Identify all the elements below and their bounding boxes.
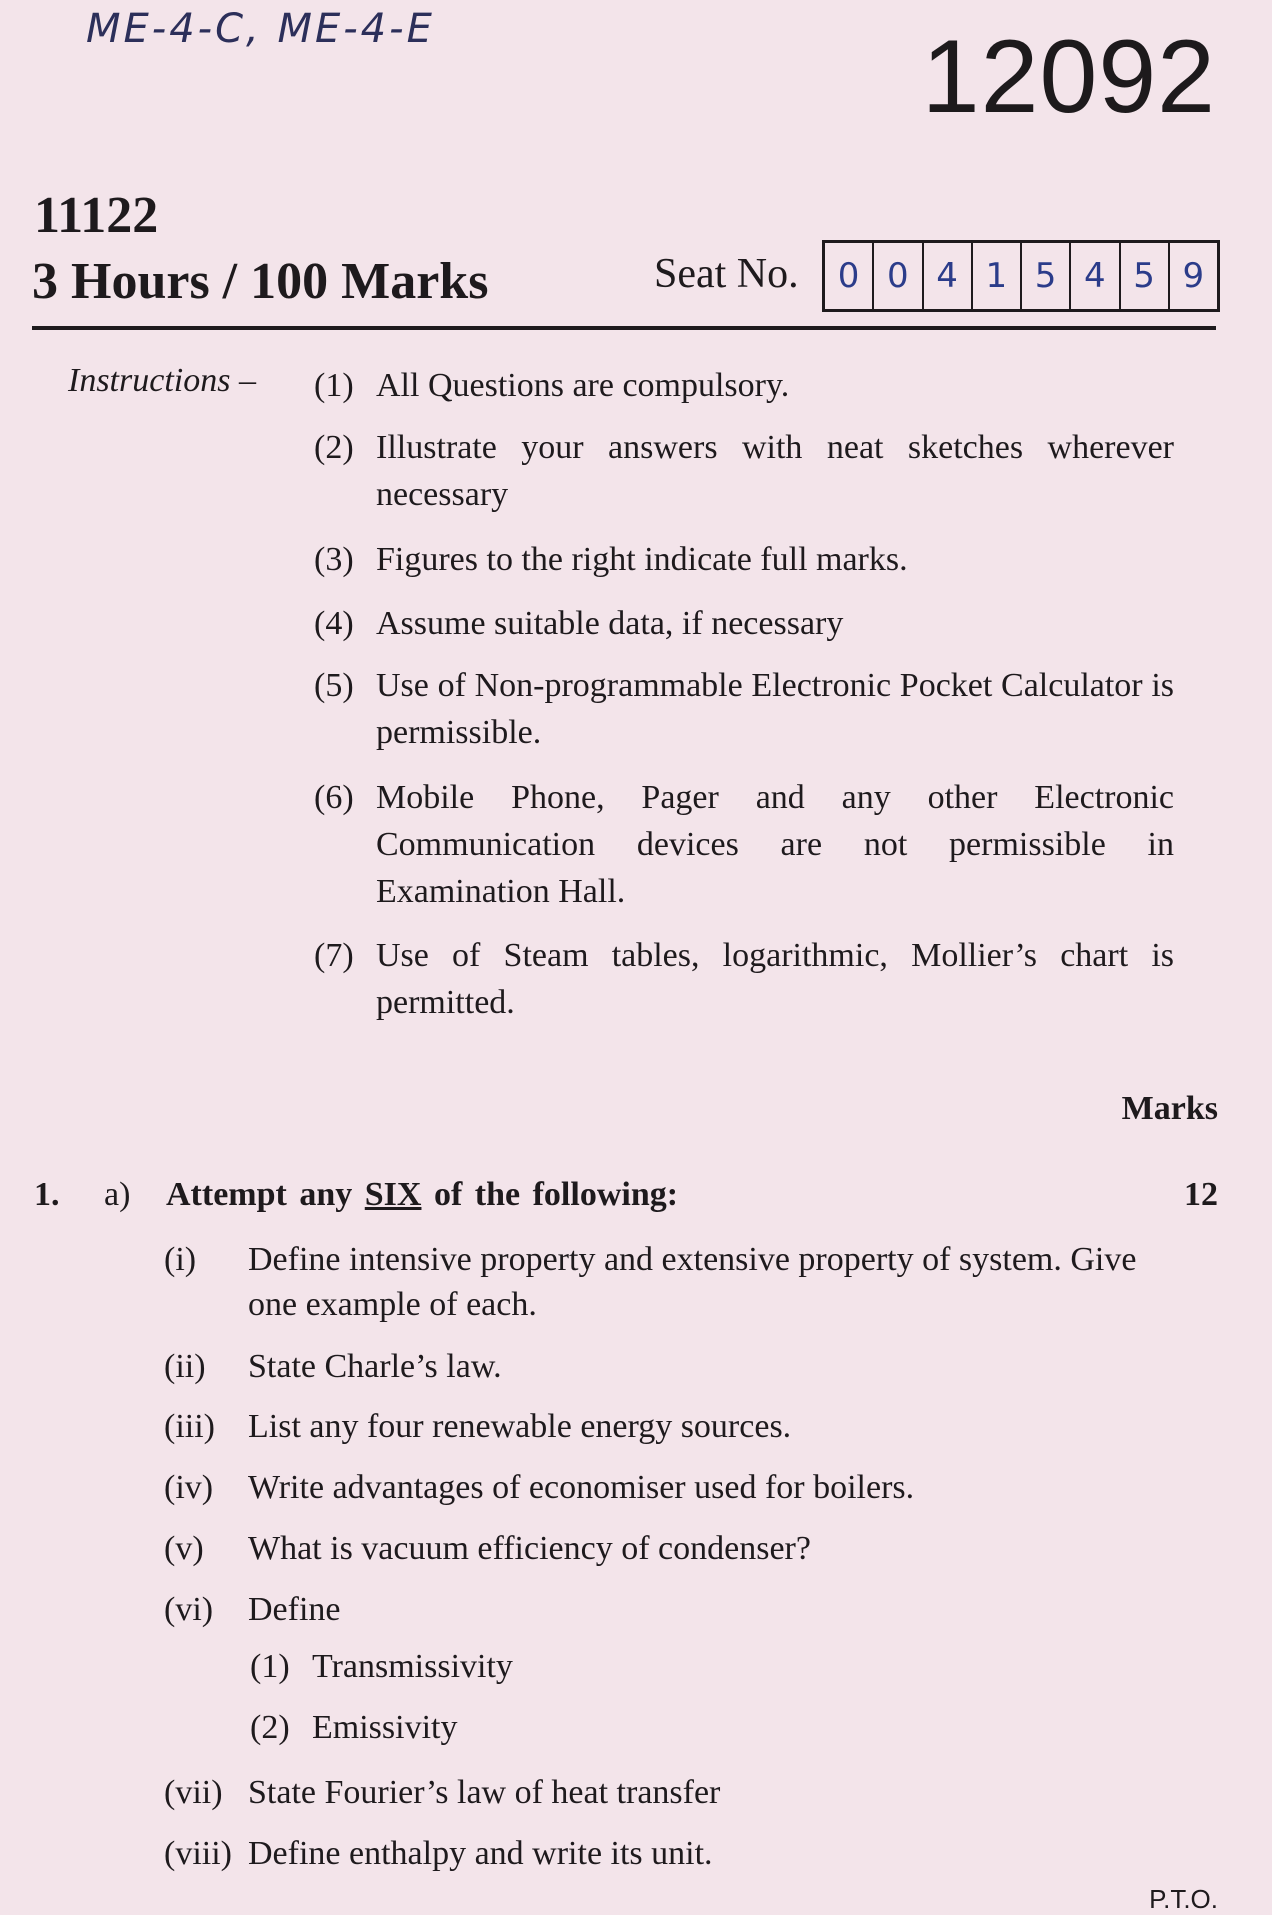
seat-number-boxes <box>822 240 1220 312</box>
sub-question-text: List any four renewable energy sources. <box>248 1408 792 1445</box>
define-item <box>250 1648 513 1686</box>
instruction-item <box>314 600 1174 647</box>
question-prompt-emphasis: SIX <box>364 1176 422 1213</box>
instruction-number: (5) <box>314 667 354 704</box>
instruction-number: (1) <box>314 367 354 404</box>
define-item-text: Transmissivity <box>312 1648 513 1685</box>
seat-digit: 5 <box>1121 243 1170 309</box>
define-item-number: (1) <box>250 1648 290 1685</box>
seat-digit: 4 <box>924 243 973 309</box>
instruction-text: Assume suitable data, if necessary <box>376 605 844 642</box>
sub-question <box>164 1344 1174 1389</box>
question-marks: 12 <box>1184 1176 1218 1213</box>
instruction-item <box>314 362 1174 409</box>
sub-question-text: Define enthalpy and write its unit. <box>248 1835 713 1872</box>
sub-question-text: Write advantages of economiser used for boilers. <box>248 1469 915 1506</box>
sub-question-number: (iv) <box>164 1469 214 1506</box>
instruction-item <box>314 774 1174 915</box>
header-divider <box>32 326 1216 330</box>
sub-question <box>164 1465 1174 1510</box>
subject-code: 11122 <box>34 187 159 244</box>
define-item-text: Emissivity <box>312 1709 458 1746</box>
sub-question <box>164 1237 1174 1327</box>
sub-question-text: State Charle’s law. <box>248 1348 502 1385</box>
handwritten-note: ME-4-C, ME-4-E <box>86 6 435 52</box>
sub-question-text: What is vacuum efficiency of condenser? <box>248 1530 811 1567</box>
instruction-item <box>314 662 1174 756</box>
instruction-text: Mobile Phone, Pager and any other Electronic Communication devices are not permissible in Examination Hall. <box>376 779 1174 910</box>
instructions-title: Instructions – <box>68 362 256 399</box>
sub-question-text: Define <box>248 1591 341 1628</box>
sub-question-number: (ii) <box>164 1348 206 1385</box>
seat-digit: 0 <box>874 243 923 309</box>
seat-digit: 1 <box>973 243 1022 309</box>
sub-question-number: (i) <box>164 1241 197 1278</box>
sub-question-number: (vii) <box>164 1774 223 1811</box>
sub-question-text: State Fourier’s law of heat transfer <box>248 1774 721 1811</box>
instruction-text: All Questions are compulsory. <box>376 367 790 404</box>
marks-heading: Marks <box>1121 1090 1218 1127</box>
instruction-text: Figures to the right indicate full marks. <box>376 541 908 578</box>
sub-question-number: (v) <box>164 1530 204 1567</box>
seat-number-label: Seat No. <box>654 251 799 297</box>
seat-digit: 4 <box>1071 243 1120 309</box>
sub-question-text: Define intensive property and extensive property of system. Give one example of each. <box>248 1241 1137 1323</box>
question-prompt-start: Attempt any <box>166 1176 365 1213</box>
instruction-item <box>314 424 1174 518</box>
question-prompt <box>166 1176 678 1214</box>
instruction-number: (4) <box>314 605 354 642</box>
instruction-text: Use of Steam tables, logarithmic, Mollier’s chart is permitted. <box>376 937 1174 1021</box>
sub-question <box>164 1526 1174 1571</box>
question-part-label: a) <box>104 1176 131 1213</box>
sub-question <box>164 1831 1174 1876</box>
seat-digit: 0 <box>825 243 874 309</box>
sub-question-number: (vi) <box>164 1591 214 1628</box>
sub-question-number: (viii) <box>164 1835 232 1872</box>
instruction-number: (6) <box>314 779 354 816</box>
sub-question <box>164 1770 1174 1815</box>
question-number: 1. <box>34 1176 60 1213</box>
duration-marks: 3 Hours / 100 Marks <box>32 253 489 310</box>
sub-question <box>164 1587 1174 1632</box>
instruction-item <box>314 932 1174 1026</box>
paper-code: 12092 <box>921 19 1216 135</box>
instruction-number: (7) <box>314 937 354 974</box>
sub-question <box>164 1404 1174 1449</box>
page-turn-note: P.T.O. <box>1149 1884 1218 1914</box>
define-item-number: (2) <box>250 1709 290 1746</box>
seat-digit: 9 <box>1182 256 1205 296</box>
instruction-text: Use of Non-programmable Electronic Pocket Calculator is permissible. <box>376 667 1174 751</box>
instruction-item <box>314 536 1174 583</box>
question-prompt-end: of the following: <box>421 1176 679 1213</box>
define-item <box>250 1709 457 1747</box>
seat-digit: 5 <box>1022 243 1071 309</box>
sub-question-number: (iii) <box>164 1408 215 1445</box>
instruction-number: (3) <box>314 541 354 578</box>
instruction-text: Illustrate your answers with neat sketches wherever necessary <box>376 429 1174 513</box>
instruction-number: (2) <box>314 429 354 466</box>
